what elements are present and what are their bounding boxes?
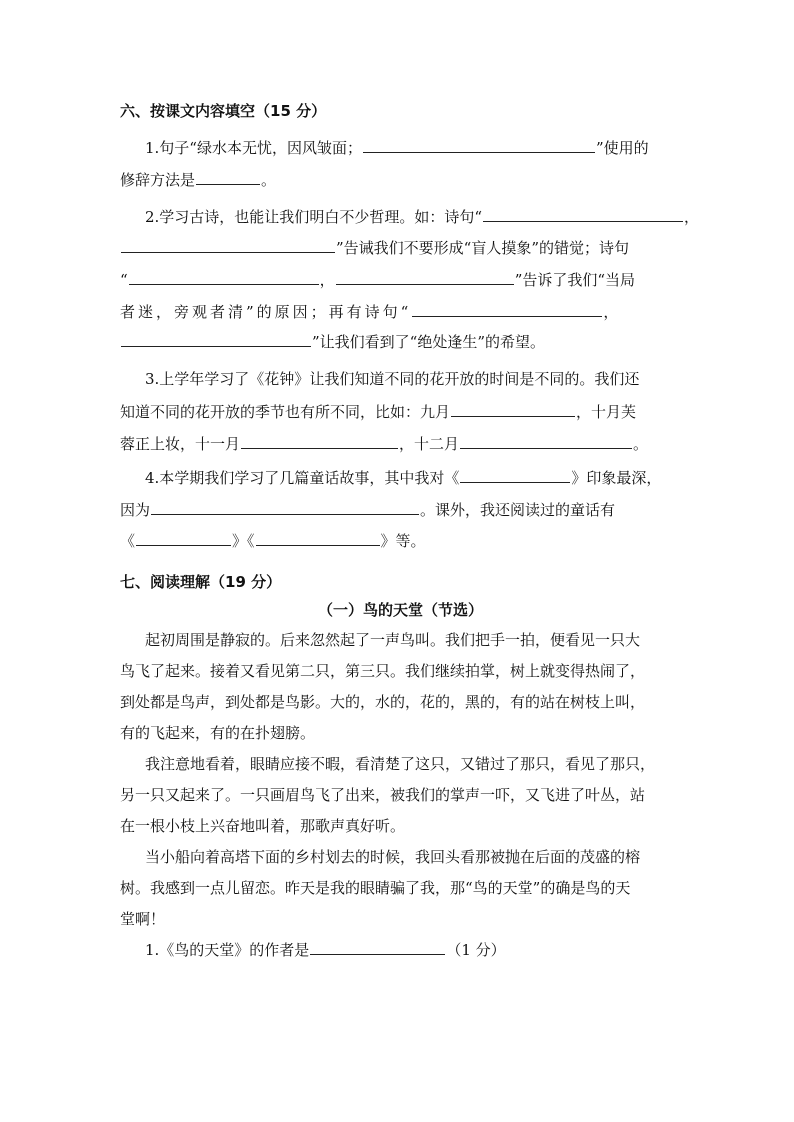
question-text: 》等。 [380, 532, 426, 550]
question-text: 因为 [120, 501, 151, 519]
question-text: 。 [633, 435, 649, 453]
answer-blank[interactable] [310, 940, 445, 955]
section-6-heading: 六、按课文内容填空（15 分） [120, 102, 327, 120]
reading-question-1 [145, 940, 506, 960]
passage-line: 另一只又起来了。一只画眉鸟飞了出来，被我们的掌声一吓，又飞进了叶丛，站 [120, 786, 646, 804]
question-text: ， [683, 208, 699, 226]
question-text: 。课外，我还阅读过的童话有 [420, 501, 616, 519]
question-text: “ [120, 271, 128, 289]
passage-line: 有的飞起来，有的在扑翅膀。 [120, 724, 316, 742]
passage-line: 起初周围是静寂的。后来忽然起了一声鸟叫。我们把手一拍，便看见一只大 [145, 631, 641, 649]
question-1-line-2 [120, 170, 276, 190]
question-text: ，十二月 [399, 435, 460, 453]
question-text: 3.上学年学习了《花钟》让我们知道不同的花开放的时间是不同的。我们还 [145, 370, 640, 388]
answer-blank[interactable] [363, 138, 595, 153]
question-4-line-3 [120, 531, 426, 551]
question-text: ，十月芙 [576, 403, 637, 421]
answer-blank[interactable] [241, 434, 398, 449]
answer-blank[interactable] [151, 500, 419, 515]
answer-blank[interactable] [460, 468, 570, 483]
answer-blank[interactable] [136, 531, 231, 546]
answer-blank[interactable] [412, 302, 602, 317]
question-text: ”告诫我们不要形成“盲人摸象”的错觉；诗句 [336, 239, 630, 257]
question-3-line-1 [145, 369, 639, 389]
question-text: 蓉正上妆，十一月 [120, 435, 241, 453]
question-2-line-2 [120, 238, 629, 258]
question-4-line-1 [145, 468, 661, 488]
question-text: 。 [261, 171, 277, 189]
question-text: 者迷，旁观者清”的原因；再有诗句“ [120, 303, 412, 321]
question-text: ”告诉了我们“当局 [514, 271, 636, 289]
question-text: 《 [120, 532, 136, 550]
answer-blank[interactable] [483, 207, 683, 222]
answer-blank[interactable] [336, 270, 514, 285]
question-text: 1.《鸟的天堂》的作者是 [145, 941, 310, 959]
passage-line: 树。我感到一点儿留恋。昨天是我的眼睛骗了我，那“鸟的天堂”的确是鸟的天 [120, 879, 631, 897]
question-text: 1.句子“绿水本无忧，因风皱面； [145, 139, 362, 157]
question-text: 知道不同的花开放的季节也有所不同，比如：九月 [120, 403, 451, 421]
passage-line: 在一根小枝上兴奋地叫着，那歌声真好听。 [120, 817, 406, 835]
question-text: ”让我们看到了“绝处逢生”的希望。 [312, 333, 546, 351]
answer-blank[interactable] [121, 238, 335, 253]
question-text: 4.本学期我们学习了几篇童话故事，其中我对《 [145, 469, 460, 487]
question-text: ， [603, 303, 622, 321]
answer-blank[interactable] [256, 531, 380, 546]
question-1-line-1 [145, 138, 649, 158]
question-text: 修辞方法是 [120, 171, 196, 189]
question-4-line-2 [120, 500, 615, 520]
question-text: ”使用的 [595, 139, 649, 157]
question-2-line-1 [145, 207, 699, 227]
passage-line: 鸟飞了起来。接着又看见第二只，第三只。我们继续拍掌，树上就变得热闹了， [120, 662, 646, 680]
answer-blank[interactable] [196, 170, 260, 185]
answer-blank[interactable] [460, 434, 632, 449]
answer-blank[interactable] [129, 270, 319, 285]
passage-line: 堂啊！ [120, 910, 166, 928]
answer-blank[interactable] [121, 332, 311, 347]
question-text: 2.学习古诗，也能让我们明白不少哲理。如：诗句“ [145, 208, 482, 226]
answer-blank[interactable] [451, 402, 575, 417]
question-2-line-5 [120, 332, 545, 352]
question-2-line-3 [120, 270, 635, 290]
question-text: 》印象最深， [571, 469, 662, 487]
passage-line: 当小船向着高塔下面的乡村划去的时候，我回头看那被抛在后面的茂盛的榕 [145, 848, 641, 866]
question-3-line-2 [120, 402, 636, 422]
question-text: ， [319, 271, 335, 289]
question-text: （1 分） [446, 941, 506, 959]
passage-line: 到处都是鸟声，到处都是鸟影。大的，水的，花的，黑的，有的站在树枝上叫， [120, 693, 646, 711]
passage-title: （一）鸟的天堂（节选） [318, 601, 484, 619]
section-7-heading: 七、阅读理解（19 分） [120, 573, 282, 591]
passage-line: 我注意地看着，眼睛应接不暇，看清楚了这只，又错过了那只，看见了那只， [145, 755, 656, 773]
question-text: 》《 [232, 532, 255, 550]
question-2-line-4 [120, 302, 621, 322]
question-3-line-3 [120, 434, 648, 454]
